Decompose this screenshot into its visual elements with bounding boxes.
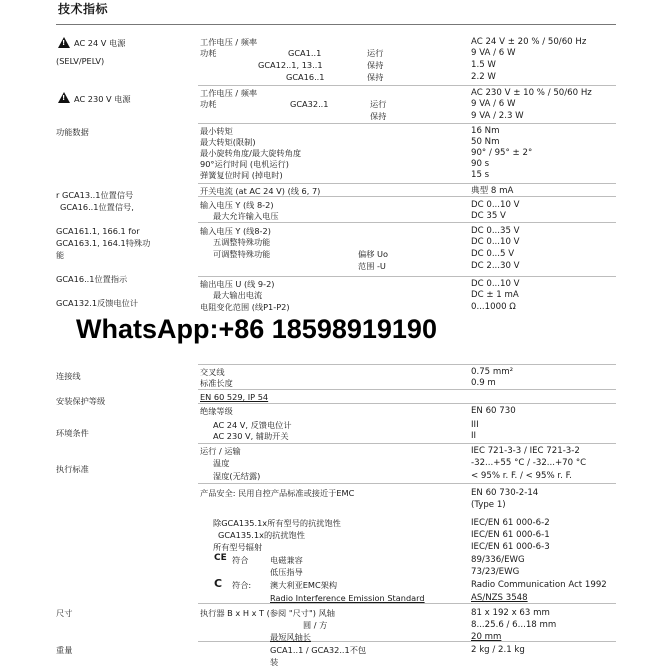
spec-value: -32...+55 °C / -32...+70 °C	[471, 458, 587, 468]
spec-value: 0.75 mm²	[471, 367, 514, 377]
spec-label: 弹簧复位时间 (掉电时)	[200, 170, 283, 180]
spec-value: 0.9 m	[471, 378, 496, 388]
gca161-label: GCA161.1, 166.1 for	[56, 226, 140, 236]
spec-value: 90 s	[471, 159, 490, 169]
gca132-label: GCA132.1反馈电位计	[56, 298, 139, 308]
spec-value: AC 24 V ± 20 % / 50/60 Hz	[471, 37, 587, 47]
spec-label: 最短风轴长	[270, 632, 311, 642]
spec-label: 偏移 Uo	[358, 249, 388, 259]
spec-label: 功耗	[200, 99, 217, 109]
spec-label: 保持	[370, 111, 387, 121]
spec-value: 73/23/EWG	[471, 567, 520, 577]
spec-label: 低压指导	[270, 567, 303, 577]
spec-label: 功耗	[200, 48, 217, 58]
gca16-label: GCA16..1位置信号,	[60, 202, 134, 212]
spec-label: AC 24 V, 反馈电位计	[213, 420, 292, 430]
spec-value: IEC 721-3-3 / IEC 721-3-2	[471, 446, 580, 456]
spec-label: 最大转矩(限制)	[200, 137, 256, 147]
gca163-label: GCA163.1, 164.1特殊功	[56, 238, 151, 248]
spec-value: DC 35 V	[471, 211, 506, 221]
spec-value: DC 0...5 V	[471, 249, 515, 259]
func-label: 功能数据	[56, 127, 89, 137]
spec-value: AS/NZS 3548	[471, 593, 528, 603]
spec-label: 产品安全: 民用自控产品标准或接近于EMC	[200, 488, 355, 498]
spec-label: 符合:	[232, 580, 252, 590]
ac230-label: AC 230 V 电源	[74, 94, 131, 104]
warning-icon	[58, 92, 70, 103]
spec-value: DC 0...10 V	[471, 200, 520, 210]
spec-label: GCA1..1	[288, 48, 322, 58]
spec-label: 运行	[367, 48, 384, 58]
spec-value: DC 0...10 V	[471, 279, 520, 289]
spec-value: IEC/EN 61 000-6-2	[471, 518, 550, 528]
spec-label: 最大允许输入电压	[213, 211, 279, 221]
spec-value: IEC/EN 61 000-6-3	[471, 542, 550, 552]
spec-label: 执行器 B x H x T (参阅 "尺寸") 风轴	[200, 608, 335, 618]
spec-value: AC 230 V ± 10 % / 50/60 Hz	[471, 88, 592, 98]
spec-label: 开关电流 (at AC 24 V) (线 6, 7)	[200, 186, 321, 196]
ac24-sub-label: (SELV/PELV)	[56, 56, 105, 66]
spec-value: II	[471, 431, 477, 441]
spec-value: 典型 8 mA	[471, 186, 514, 196]
spec-label: 最大输出电流	[213, 290, 263, 300]
spec-value: DC 2...30 V	[471, 261, 520, 271]
spec-value: 16 Nm	[471, 126, 500, 136]
conn-label: 连接线	[56, 371, 81, 381]
spec-value: 15 s	[471, 170, 490, 180]
ac24-label: AC 24 V 电源	[74, 38, 126, 48]
gca13-label: r GCA13..1位置信号	[56, 190, 134, 200]
spec-label: 保持	[367, 60, 384, 70]
spec-value: 2 kg / 2.1 kg	[471, 645, 525, 655]
spec-value: IEC/EN 61 000-6-1	[471, 530, 550, 540]
spec-label: 电阻变化范围 (线P1-P2)	[200, 302, 290, 312]
size-label: 尺寸	[56, 608, 73, 618]
spec-label: AC 230 V, 辅助开关	[213, 431, 289, 441]
spec-label: 输出电压 U (线 9-2)	[200, 279, 275, 289]
spec-label: GCA16..1	[286, 72, 325, 82]
spec-label: 工作电压 / 频率	[200, 37, 258, 47]
spec-label: 温度	[213, 458, 230, 468]
spec-label: 运行	[370, 99, 387, 109]
ce-mark-icon: CE	[214, 553, 227, 563]
spec-value: 2.2 W	[471, 72, 496, 82]
spec-label: 保持	[367, 72, 384, 82]
spec-value: EN 60 730-2-14	[471, 488, 539, 498]
spec-label: 五调整特殊功能	[213, 237, 271, 247]
spec-label: 可调整特殊功能	[213, 249, 271, 259]
spec-label: 湿度(无结露)	[213, 471, 261, 481]
spec-label: GCA1..1 / GCA32..1不包	[270, 645, 367, 655]
spec-label: EN 60 529, IP 54	[200, 392, 269, 402]
spec-label: 标准长度	[200, 378, 233, 388]
whatsapp-watermark: WhatsApp:+86 18598919190	[76, 314, 596, 345]
spec-value: 90° / 95° ± 2°	[471, 148, 533, 158]
spec-value: < 95% r. F. / < 95% r. F.	[471, 471, 572, 481]
spec-value: (Type 1)	[471, 500, 506, 510]
spec-value: 81 x 192 x 63 mm	[471, 608, 550, 618]
spec-label: 最小旋转角度/最大旋转角度	[200, 148, 302, 158]
spec-value: EN 60 730	[471, 406, 516, 416]
spec-label: 圆 / 方	[303, 620, 328, 630]
spec-label: 输入电压 Y (线8-2)	[200, 226, 271, 236]
spec-label: 绝缘等级	[200, 406, 233, 416]
spec-value: 9 VA / 2.3 W	[471, 111, 524, 121]
exec-label: 执行标准	[56, 464, 89, 474]
spec-value: Radio Communication Act 1992	[471, 580, 607, 590]
gca16pos-label: GCA16..1位置指示	[56, 274, 128, 284]
spec-value: 20 mm	[471, 632, 502, 642]
spec-label: 范围 -U	[358, 261, 386, 271]
spec-label: GCA135.1x的抗扰饱性	[218, 530, 305, 540]
weight-label: 重量	[56, 645, 73, 655]
spec-label: 除GCA135.1x所有型号的抗扰饱性	[213, 518, 341, 528]
spec-value: 50 Nm	[471, 137, 500, 147]
spec-label: 最小转矩	[200, 126, 233, 136]
protect-label: 安装保护等级	[56, 396, 106, 406]
env-label: 环境条件	[56, 428, 89, 438]
spec-label: Radio Interference Emission Standard	[270, 593, 425, 603]
spec-value: 1.5 W	[471, 60, 496, 70]
spec-label: GCA12..1, 13..1	[258, 60, 323, 70]
spec-value: 9 VA / 6 W	[471, 48, 516, 58]
spec-label: 工作电压 / 频率	[200, 88, 258, 98]
spec-label: GCA32..1	[290, 99, 329, 109]
spec-label: 电磁兼容	[270, 555, 303, 565]
page-title: 技术指标	[58, 2, 109, 16]
title-rule	[56, 24, 616, 25]
spec-label: 90°运行时间 (电机运行)	[200, 159, 290, 169]
spec-label: 所有型号辐射	[213, 542, 263, 552]
spec-label: 符合	[232, 555, 249, 565]
spec-label: 运行 / 运输	[200, 446, 241, 456]
spec-value: 89/336/EWG	[471, 555, 525, 565]
spec-value: DC 0...10 V	[471, 237, 520, 247]
c-tick-mark-icon: C	[214, 577, 223, 590]
spec-value: DC 0...35 V	[471, 226, 520, 236]
warning-icon	[58, 37, 70, 48]
spec-value: III	[471, 420, 479, 430]
spec-value: 8...25.6 / 6...18 mm	[471, 620, 557, 630]
spec-label: 输入电压 Y (线 8-2)	[200, 200, 274, 210]
spec-value: 0...1000 Ω	[471, 302, 516, 312]
spec-value: DC ± 1 mA	[471, 290, 519, 300]
spec-label: 装	[270, 657, 279, 667]
gca163-label-cont: 能	[56, 250, 65, 260]
spec-value: 9 VA / 6 W	[471, 99, 516, 109]
spec-label: 澳大利亚EMC架构	[270, 580, 338, 590]
spec-label: 交叉线	[200, 367, 225, 377]
